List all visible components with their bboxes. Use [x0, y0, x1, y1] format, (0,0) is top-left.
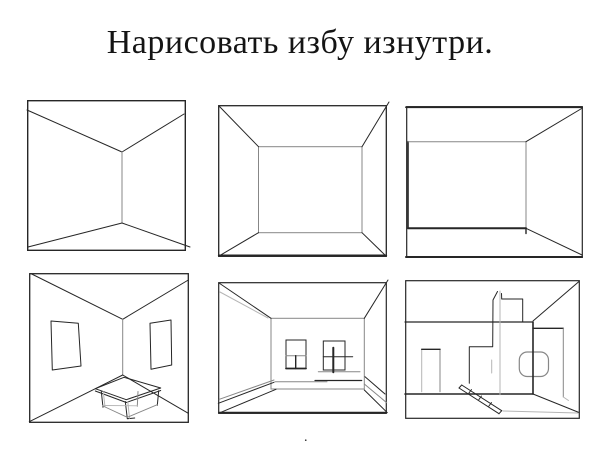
sketch-room-one-point-perspective-left: [406, 106, 583, 258]
sketch-room-with-russian-stove: [405, 280, 580, 419]
sketch-room-one-point-perspective-centered: [218, 105, 387, 257]
sketch-room-with-windows-and-baseboard: [218, 282, 387, 414]
sketch-room-corner-perspective-empty: [27, 100, 186, 251]
slide-title: Нарисовать избу изнутри.: [106, 24, 494, 61]
footer-dot: .: [304, 430, 308, 445]
sketch-room-corner-with-pictures-and-table: [29, 273, 189, 423]
